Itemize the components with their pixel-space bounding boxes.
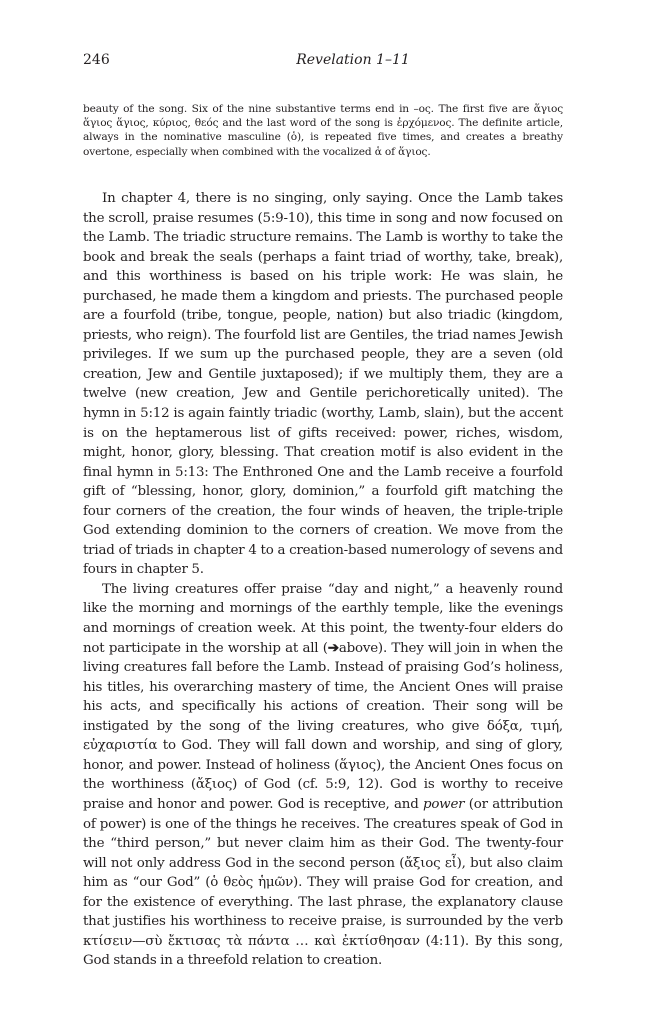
paragraph-living-creatures bbox=[83, 580, 563, 971]
running-head bbox=[83, 52, 563, 72]
paragraph-2-text-b: above). They will join in when the living creatures fall before the Lamb. Instead of praising God’s holiness, his titles, his overarching mastery of time, the Ancient Ones will praise his acts, and specifically his actions of creation. Their song will be instigated by the song of the living creatures, who give δόξα, τιμή, εὐχαριστία to God. They will fall down and worship, and sing of glory, honor, and power. Instead of holiness (ἅγιος), the Ancient Ones focus on the worthiness (ἄξιος) of God (cf. 5:9, 12). God is worthy to receive praise and honor and power. God is receptive, and bbox=[83, 640, 563, 812]
paragraph-chapter-4: In chapter 4, there is no singing, only saying. Once the Lamb takes the scroll, praise resumes (5:9-10), this time in song and now focused on the Lamb. The triadic structure remains. The Lamb is worthy to take the book and break the seals (perhaps a faint triad of worthy, take, break), and this worthiness is based on his triple work: He was slain, he purchased, he made them a kingdom and priests. The purchased people are a fourfold (tribe, tongue, people, nation) but also triadic (kingdom, priests, who reign). The fourfold list are Gentiles, the triad names Jewish privileges. If we sum up the purchased people, they are a seven (old creation, Jew and Gentile juxtaposed); if we multiply them, they are a twelve (new creation, Jew and Gentile perichoretically united). The hymn in 5:12 is again faintly triadic (worthy, Lamb, slain), but the accent is on the heptamerous list of gifts received: power, riches, wisdom, might, honor, glory, blessing. That creation motif is also evident in the final hymn in 5:13: The Enthroned One and the Lamb receive a fourfold gift of “blessing, honor, glory, dominion,” a fourfold gift matching the four corners of the creation, the four winds of heaven, the triple-triple God extending dominion to the corners of creation. We move from the triad of triads in chapter 4 to a creation-based numerology of sevens and fours in chapter 5. bbox=[83, 191, 563, 578]
running-title: Revelation 1–11 bbox=[296, 52, 410, 68]
page-number: 246 bbox=[83, 52, 110, 68]
cross-reference-arrow-icon: ➔ bbox=[327, 639, 339, 656]
paragraph-2-text-a: The living creatures offer praise “day and night,” a heavenly round like the morning and mornings of the earthly temple, like the evenings and mornings of creation week. At this point, the twenty-four elders do not participate in the worship at all ( bbox=[83, 581, 563, 656]
emphasized-word-power: power bbox=[422, 796, 465, 812]
footnote-text: beauty of the song. Six of the nine substantive terms end in –ος. The first five are ἅγιος ἅγιος ἅγιος, κύριος, θεός and the last word of the song is ἐρχόμενος. The definite article, always in the nominative masculine (ὁ), is repeated five times, and creates a breathy overtone, especially when combined with the vocalized ἁ of ἅγιος. bbox=[83, 103, 563, 158]
body-text bbox=[83, 189, 563, 971]
paragraph-2-text-c: (or attribution of power) is one of the things he receives. The creatures speak of God in the “third person,” but never claim him as their God. The twenty-four will not only address God in the second person (ἄξιος εἶ), but also claim him as “our God” (ὁ θεὸς ἡμῶν). They will praise God for creation, and for the existence of everything. The last phrase, the explanatory clause that justifies his worthiness to receive praise, is surrounded by the verb κτίσειν—σὺ ἔκτισας τὰ πάντα … καὶ ἐκτίσθησαν (4:11). By this song, God stands in a threefold relation to creation. bbox=[83, 796, 563, 969]
